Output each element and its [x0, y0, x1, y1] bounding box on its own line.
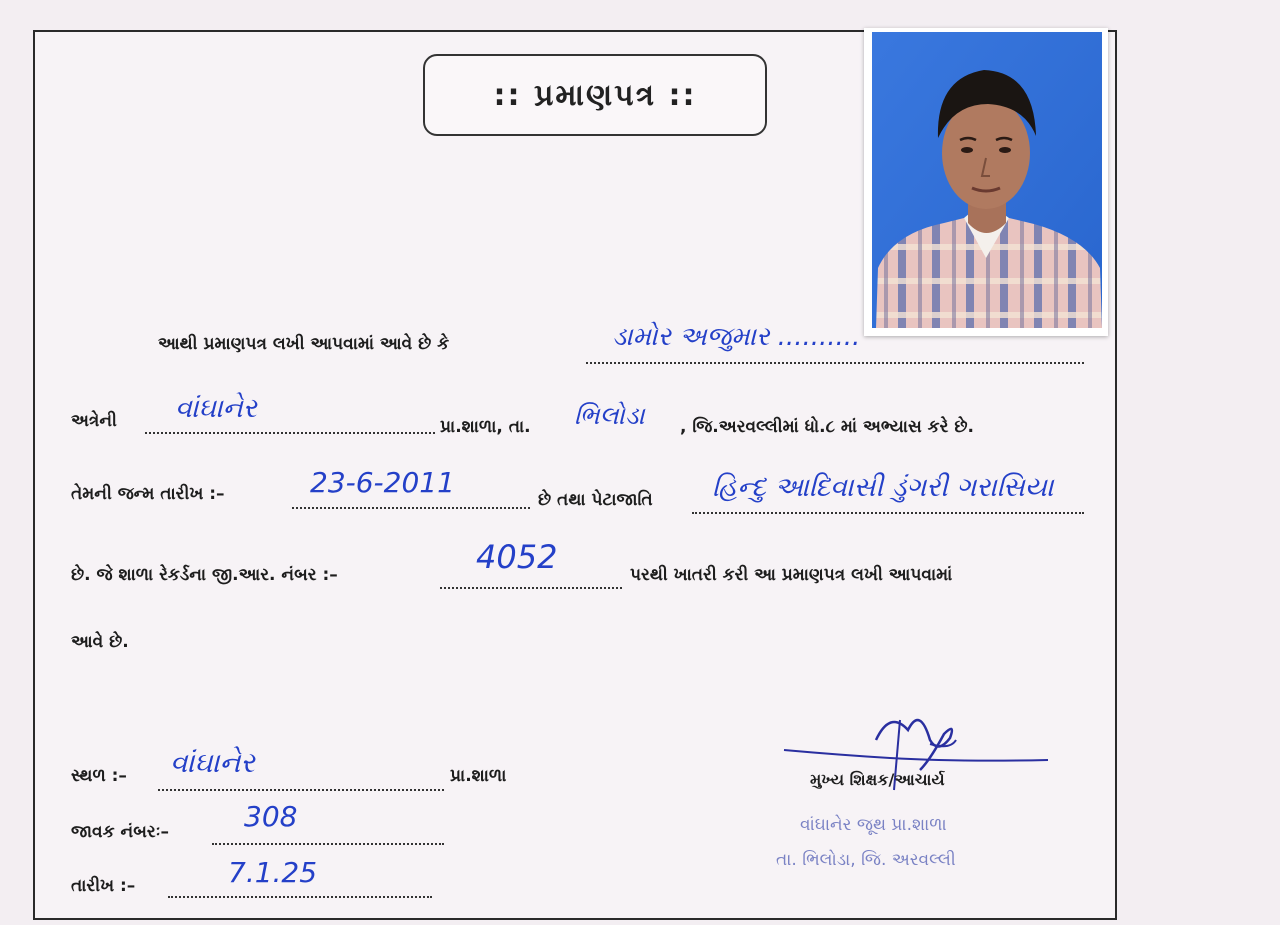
body-line2-suffix: , જિ.અરવલ્લીમાં ધો.૮ માં અભ્યાસ કરે છે. [680, 417, 974, 437]
taluka-name: ભિલોડા [574, 401, 645, 430]
dotted-line [440, 587, 622, 589]
sub-caste: હિન્દુ આદિવાસી ડુંગરી ગરાસિયા [712, 472, 1054, 503]
student-photo [864, 28, 1108, 336]
dotted-line [292, 507, 530, 509]
dotted-line [145, 432, 435, 434]
place-suffix: પ્રા.શાળા [450, 766, 507, 786]
dotted-line [692, 512, 1084, 514]
body-line4-suffix: પરથી ખાતરી કરી આ પ્રમાણપત્ર લખી આપવામાં [630, 565, 953, 585]
dotted-line [212, 843, 444, 845]
body-line2-mid: પ્રા.શાળા, તા. [440, 417, 531, 437]
gr-number: 4052 [476, 538, 558, 576]
place-label: સ્થળ :– [71, 766, 127, 786]
body-line3-mid: છે તથા પેટાજાતિ [538, 490, 653, 510]
date-label: તારીખ :– [71, 876, 136, 896]
student-photo-icon [864, 28, 1108, 336]
dotted-line [586, 362, 1084, 364]
signatory-title: મુખ્ય શિક્ષક/આચાર્ય [810, 770, 945, 789]
issue-date: 7.1.25 [228, 856, 318, 889]
certificate-title: :: પ્રમાણપત્ર :: [423, 54, 767, 136]
body-line3-prefix: તેમની જન્મ તારીખ :– [71, 484, 225, 504]
outward-label: જાવક નંબરઃ– [71, 822, 170, 842]
place-value: વાંઘાનેર [170, 746, 255, 779]
stamp-line1: વાંઘાનેર જૂથ પ્રા.શાળા [800, 815, 947, 835]
stamp-line2: તા. ભિલોડા, જિ. અરવલ્લી [776, 850, 956, 870]
dotted-line [168, 896, 432, 898]
dotted-line [158, 789, 444, 791]
student-name: ડામોર અજુમાર .......... [612, 322, 861, 352]
body-line1-prefix: આથી પ્રમાણપત્ર લખી આપવામાં આવે છે કે [158, 334, 450, 354]
school-name: વાંઘાનેર [175, 393, 257, 424]
date-of-birth: 23-6-2011 [310, 466, 455, 499]
body-line4-prefix: છે. જે શાળા રેકર્ડના જી.આર. નંબર :– [71, 565, 338, 585]
body-line2-prefix: અત્રેની [71, 411, 117, 431]
body-line5: આવે છે. [71, 632, 129, 652]
outward-number: 308 [244, 800, 298, 833]
